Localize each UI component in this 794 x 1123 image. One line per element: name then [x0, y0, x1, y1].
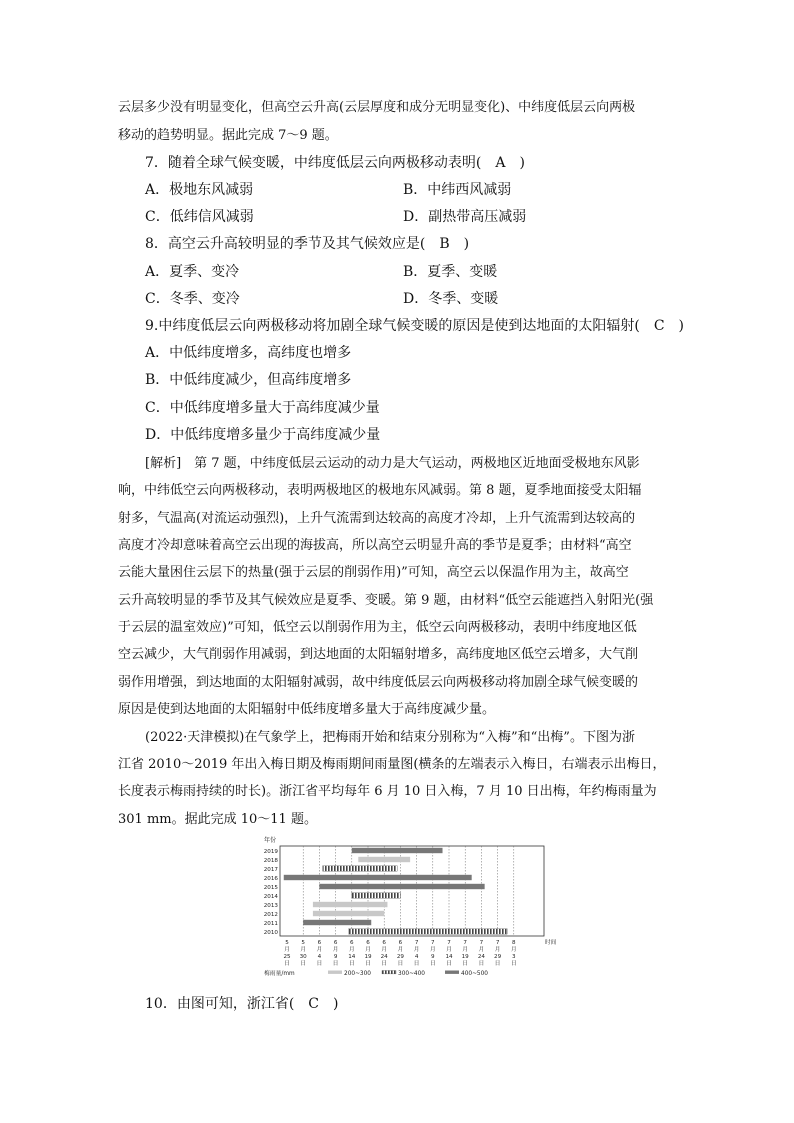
analysis-line-10: 原因是使到达地面的太阳辐射中低纬度增多量大于高纬度减少量。 [118, 702, 496, 717]
x-tick-month: 6 [333, 940, 338, 946]
question-7-option-b: B．中纬西风减弱 [403, 182, 512, 198]
analysis-line-6: 云升高较明显的季节及其气候效应是夏季、变暖。第 9 题，由材料“低空云能遮挡入射阳光(强 [118, 593, 654, 608]
x-tick-day-unit: 日 [365, 961, 371, 967]
x-tick-day: 19 [364, 954, 372, 960]
legend-swatch [328, 971, 342, 974]
x-tick-day: 4 [317, 954, 322, 960]
year-label: 2010 [263, 929, 278, 936]
x-tick-month: 7 [414, 940, 419, 946]
legend-swatch [445, 971, 459, 974]
question-8-stem: 8．高空云升高较明显的季节及其气候效应是( B ) [145, 236, 470, 252]
legend-swatch [382, 971, 396, 974]
x-tick-month-unit: 月 [413, 947, 420, 953]
question-10-stem: 10．由图可知，浙江省( C ) [145, 996, 339, 1012]
intro-line-1: 云层多少没有明显变化，但高空云升高(云层厚度和成分无明显变化)、中纬度低层云向两极 [118, 100, 636, 115]
analysis-line-8: 空云减少，大气削弱作用减弱，到达地面的太阳辐射增多，高纬度地区低空云增多，大气削 [118, 647, 639, 662]
question-8-option-c: C．冬季、变冷 [145, 291, 240, 307]
question-7-option-c: C．低纬信风减弱 [145, 209, 254, 225]
x-tick-month-unit: 月 [300, 947, 307, 953]
x-tick-month: 7 [431, 940, 435, 946]
x-tick-month-unit: 月 [429, 947, 436, 953]
x-tick-day: 24 [477, 954, 485, 960]
x-tick-day-unit: 日 [413, 961, 420, 967]
year-label: 2017 [263, 866, 278, 873]
x-tick-month-unit: 月 [494, 947, 501, 953]
y-axis-label: 年份 [264, 837, 277, 844]
x-tick-day-unit: 日 [462, 961, 469, 967]
x-tick-day-unit: 日 [510, 961, 517, 967]
x-tick-day-unit: 日 [397, 961, 404, 967]
x-tick-month: 7 [495, 940, 500, 946]
question-7-option-d: D．副热带高压减弱 [403, 209, 527, 225]
x-tick-day: 14 [348, 954, 356, 960]
question-9-option-b: B．中低纬度减少，但高纬度增多 [145, 372, 352, 388]
x-tick-day-unit: 日 [300, 961, 307, 967]
x-tick-month: 6 [350, 940, 354, 946]
year-label: 2016 [263, 875, 278, 882]
intro-line-2: 移动的趋势明显。据此完成 7～9 题。 [118, 128, 338, 143]
x-tick-day: 29 [494, 954, 502, 960]
bar-2011 [303, 920, 371, 925]
x-tick-day: 9 [333, 954, 338, 960]
legend-label: 300~400 [398, 971, 425, 977]
x-tick-month: 7 [479, 940, 484, 946]
legend-label: 400~500 [461, 971, 488, 977]
x-tick-month-unit: 月 [381, 947, 388, 953]
analysis-line-2: 响，中纬低空云向两极移动，表明两极地区的极地东风减弱。第 8 题，夏季地面接受太阳辐 [118, 483, 642, 498]
x-tick-month-unit: 月 [446, 947, 452, 953]
legend-title: 梅雨量/mm [264, 971, 295, 977]
x-tick-day-unit: 日 [429, 961, 436, 967]
year-label: 2015 [263, 884, 278, 891]
year-label: 2013 [263, 902, 278, 909]
x-tick-month-unit: 月 [510, 947, 517, 953]
question-8-option-b: B．夏季、变暖 [403, 264, 498, 280]
year-label: 2019 [263, 848, 278, 855]
question-8-option-a: A．夏季、变冷 [145, 264, 240, 280]
x-tick-day-unit: 日 [446, 961, 452, 967]
bar-2012 [313, 911, 384, 916]
material-line-1: (2022·天津模拟)在气象学上，把梅雨开始和结束分别称为“入梅”和“出梅”。下图为浙 [145, 730, 635, 745]
legend-label: 200~300 [344, 971, 371, 977]
bar-2015 [319, 884, 484, 889]
x-tick-day: 30 [299, 954, 307, 960]
x-tick-day: 25 [283, 954, 291, 960]
bar-2017 [323, 866, 398, 871]
x-tick-month: 6 [382, 940, 386, 946]
question-9-stem: 9.中纬度低层云向两极移动将加剧全球气候变暖的原因是使到达地面的太阳辐射( C ) [145, 318, 684, 334]
x-tick-month: 7 [463, 940, 467, 946]
analysis-line-9: 弱作用增强，到达地面的太阳辐射减弱，故中纬度低层云向两极移动将加剧全球气候变暖的 [118, 675, 639, 690]
meiyu-period-chart [262, 832, 557, 982]
x-tick-month-unit: 月 [397, 947, 404, 953]
x-tick-day: 29 [396, 954, 404, 960]
material-line-2: 江省 2010～2019 年出入梅日期及梅雨期间雨量图(横条的左端表示入梅日，右端表示出梅日， [118, 757, 666, 772]
x-tick-month: 6 [398, 940, 403, 946]
x-tick-day-unit: 日 [478, 961, 485, 967]
question-7-stem: 7．随着全球气候变暖，中纬度低层云向两极移动表明( A ) [145, 155, 525, 171]
year-label: 2012 [263, 911, 278, 918]
year-label: 2014 [263, 893, 278, 900]
x-tick-month-unit: 月 [348, 947, 355, 953]
x-tick-day: 3 [512, 954, 516, 960]
x-axis-label: 时间 [545, 940, 557, 946]
x-tick-month-unit: 月 [332, 947, 339, 953]
analysis-line-4: 高度才冷却意味着高空云出现的海拔高，所以高空云明显升高的季节是夏季；由材料“高空 [118, 538, 632, 553]
x-tick-day-unit: 日 [284, 961, 290, 967]
x-tick-month-unit: 月 [365, 947, 371, 953]
question-9-option-c: C．中低纬度增多量大于高纬度减少量 [145, 400, 380, 416]
bar-2019 [352, 848, 443, 853]
x-tick-day-unit: 日 [348, 961, 355, 967]
x-tick-month: 6 [366, 940, 370, 946]
x-tick-day: 4 [414, 954, 419, 960]
x-tick-month: 6 [317, 940, 322, 946]
x-tick-month-unit: 月 [462, 947, 469, 953]
material-line-3: 长度表示梅雨持续的时长)。浙江省平均每年 6 月 10 日入梅，7 月 10 日出梅，年约梅雨量为 [118, 784, 657, 799]
x-tick-day-unit: 日 [381, 961, 388, 967]
x-tick-day: 19 [461, 954, 469, 960]
x-tick-month-unit: 月 [316, 947, 323, 953]
question-9-option-a: A．中低纬度增多，高纬度也增多 [145, 345, 352, 361]
analysis-line-1: [解析] 第 7 题，中纬度低层云运动的动力是大气运动，两极地区近地面受极地东风影 [145, 456, 640, 471]
x-tick-month: 7 [447, 940, 451, 946]
question-9-option-d: D．中低纬度增多量少于高纬度减少量 [145, 427, 381, 443]
bar-2013 [313, 902, 388, 907]
bar-2016 [284, 875, 472, 880]
bar-2010 [349, 929, 508, 934]
bar-2018 [358, 857, 410, 862]
question-7-option-a: A．极地东风减弱 [145, 182, 254, 198]
x-tick-month-unit: 月 [284, 947, 290, 953]
analysis-line-3: 射多，气温高(对流运动强烈)，上升气流需到达较高的高度才冷却，上升气流需到达较高的 [118, 511, 636, 526]
x-tick-day-unit: 日 [494, 961, 501, 967]
x-tick-month: 5 [301, 940, 305, 946]
x-tick-day: 24 [380, 954, 388, 960]
analysis-line-7: 于云层的温室效应)”可知，低空云以削弱作用为主，低空云向两极移动，表明中纬度地区低 [118, 620, 637, 635]
x-tick-day-unit: 日 [316, 961, 323, 967]
material-line-4: 301 mm。据此完成 10～11 题。 [118, 812, 317, 827]
bar-2014 [352, 893, 401, 898]
x-tick-day: 9 [431, 954, 435, 960]
x-tick-month-unit: 月 [478, 947, 485, 953]
x-tick-day-unit: 日 [332, 961, 339, 967]
x-tick-month: 5 [285, 940, 289, 946]
year-label: 2018 [263, 857, 278, 864]
question-8-option-d: D．冬季、变暖 [403, 291, 499, 307]
year-label: 2011 [263, 920, 278, 927]
x-tick-day: 14 [445, 954, 453, 960]
x-tick-month: 8 [512, 940, 516, 946]
analysis-line-5: 云能大量困住云层下的热量(强于云层的削弱作用)”可知，高空云以保温作用为主，故高空 [118, 565, 629, 580]
